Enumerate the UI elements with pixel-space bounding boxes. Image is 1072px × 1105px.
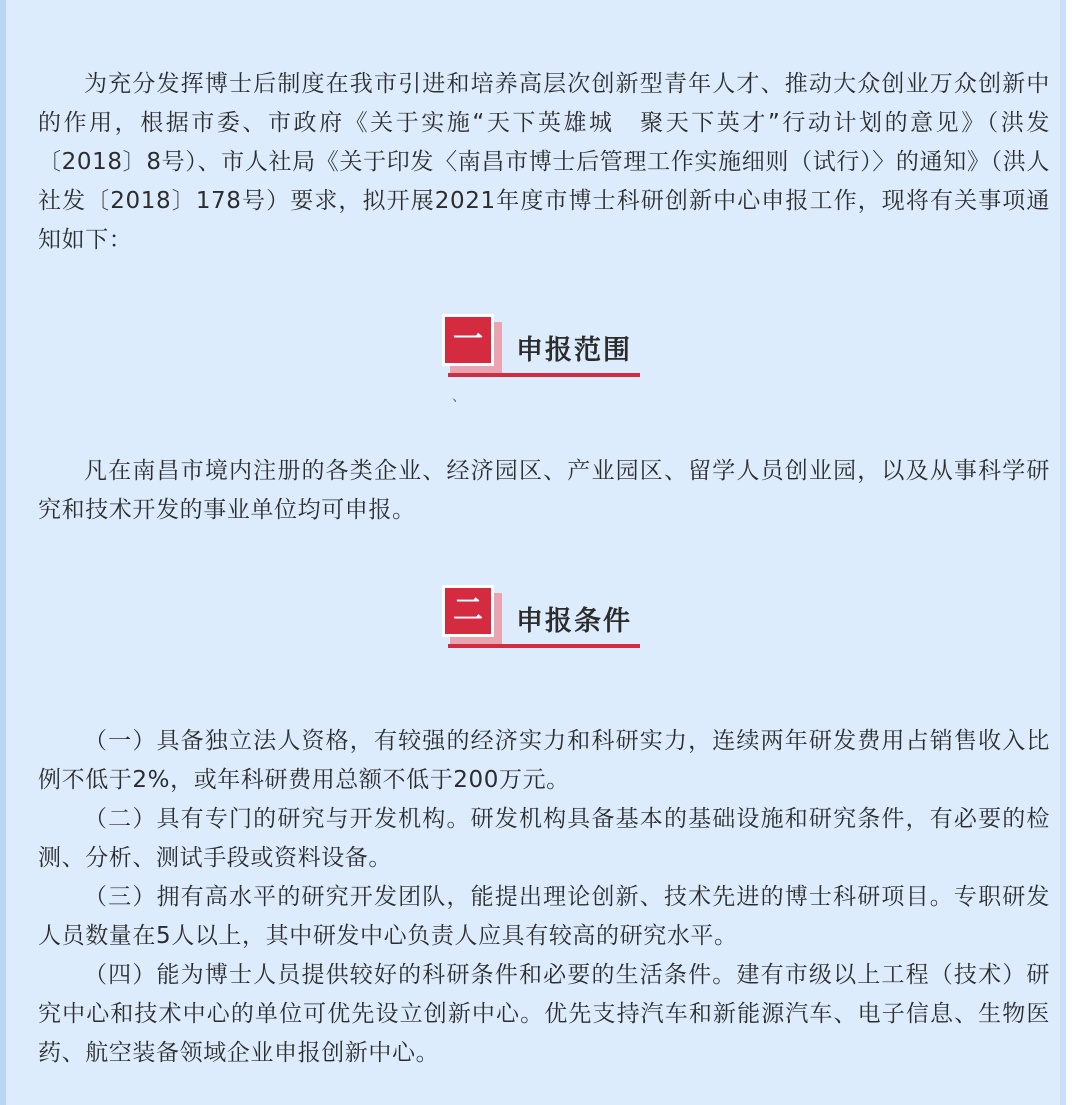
condition-paragraph-3: （三）拥有高水平的研究开发团队，能提出理论创新、技术先进的博士科研项目。专职研发人员数量在5人以上，其中研发中心负责人应具有较高的研究水平。 — [38, 884, 1050, 949]
condition-paragraph-4: （四）能为博士人员提供较好的科研条件和必要的生活条件。建有市级以上工程（技术）研究中心和技术中心的单位可优先设立创新中心。优先支持汽车和新能源汽车、电子信息、生物医药、航空装备领域企业申报创新中心。 — [38, 962, 1050, 1066]
heading-underline — [448, 373, 640, 377]
section-heading-scope — [442, 314, 642, 384]
scope-paragraph: 凡在南昌市境内注册的各类企业、经济园区、产业园区、留学人员创业园，以及从事科学研究和技术开发的事业单位均可申报。 — [38, 458, 1050, 523]
section-title: 申报条件 — [516, 606, 632, 637]
section-heading-conditions — [442, 585, 642, 655]
condition-paragraph-2: （二）具有专门的研究与开发机构。研发机构具备基本的基础设施和研究条件，有必要的检测、分析、测试手段或资料设备。 — [38, 806, 1050, 871]
number-badge: 一 — [442, 314, 494, 366]
heading-underline — [448, 644, 640, 648]
intro-paragraph: 为充分发挥博士后制度在我市引进和培养高层次创新型青年人才、推动大众创业万众创新中的作用，根据市委、市政府《关于实施“天下英雄城 聚天下英才”行动计划的意见》（洪发〔2018〕8号）、市人社局《关于印发〈南昌市博士后管理工作实施细则（试行）〉的通知》（洪人社发〔2018〕178号）要求，拟开展2021年度市博士科研创新中心申报工作，现将有关事项通知如下： — [38, 71, 1050, 253]
stray-punctuation: 、 — [452, 389, 466, 405]
condition-paragraph-1: （一）具备独立法人资格，有较强的经济实力和科研实力，连续两年研发费用占销售收入比例不低于2%，或年科研费用总额不低于200万元。 — [38, 728, 1050, 793]
section-title: 申报范围 — [516, 335, 632, 366]
number-badge: 二 — [442, 585, 494, 637]
